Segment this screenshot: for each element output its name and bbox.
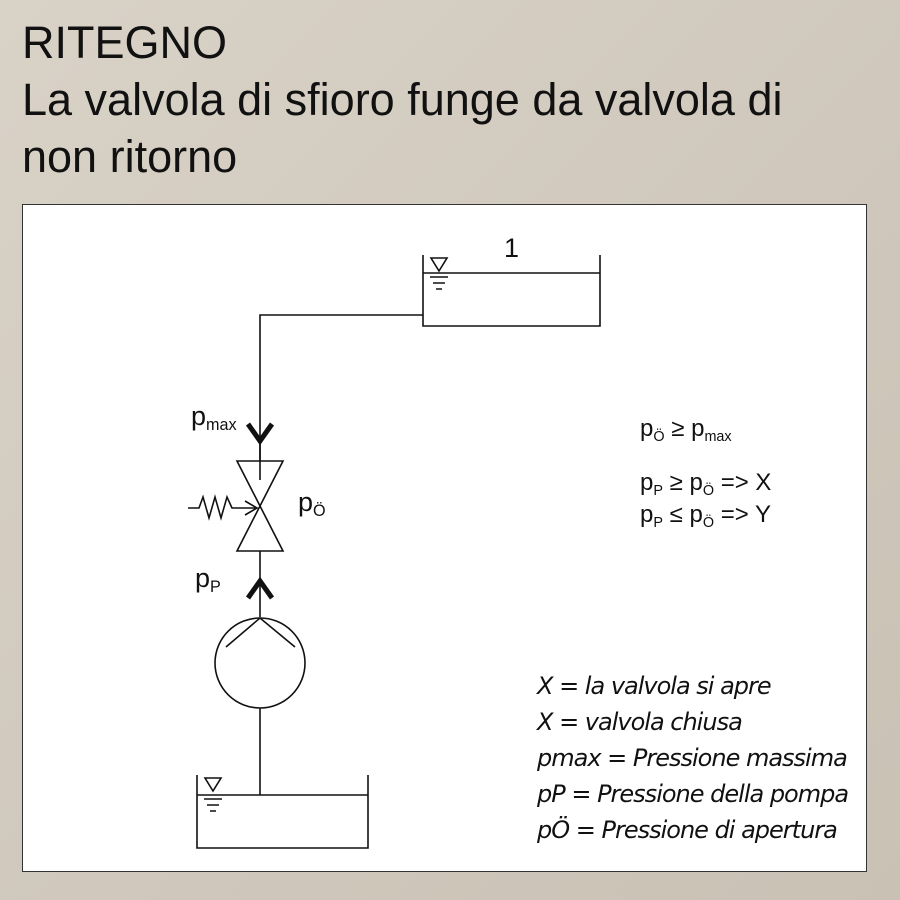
legend — [537, 668, 848, 848]
title-line-2: La valvola di sfioro funge da valvola di — [22, 74, 783, 125]
title-line-3: non ritorno — [22, 131, 238, 182]
relief-valve — [237, 441, 283, 551]
label-pmax: $p_{max}$ — [191, 401, 237, 434]
legend-item: pP = Pressione della pompa — [537, 780, 849, 808]
page-title — [22, 14, 882, 185]
pump — [215, 618, 305, 708]
title-line-1: RITEGNO — [22, 17, 228, 68]
legend-item: X = la valvola si apre — [537, 672, 771, 700]
upper-tank — [423, 255, 600, 326]
condition-2: $p_P \ge p_Ö => X$ — [640, 469, 772, 499]
legend-item: pmax = Pressione massima — [537, 744, 847, 772]
condition-1: $p_Ö \ge p_{max}$ — [640, 415, 732, 445]
condition-3: $p_P \le p_Ö => Y$ — [640, 501, 771, 531]
valve-spring-icon — [188, 497, 257, 518]
legend-item: X = valvola chiusa — [537, 708, 742, 736]
legend-item: pÖ = Pressione di apertura — [537, 816, 837, 844]
lower-tank — [197, 775, 368, 848]
tank-number-label: 1 — [504, 233, 520, 263]
diagram-panel — [22, 204, 867, 872]
label-pp: $p_P$ — [195, 563, 221, 596]
label-po: $p_Ö$ — [298, 487, 326, 520]
pipe-to-upper-tank — [260, 315, 423, 480]
